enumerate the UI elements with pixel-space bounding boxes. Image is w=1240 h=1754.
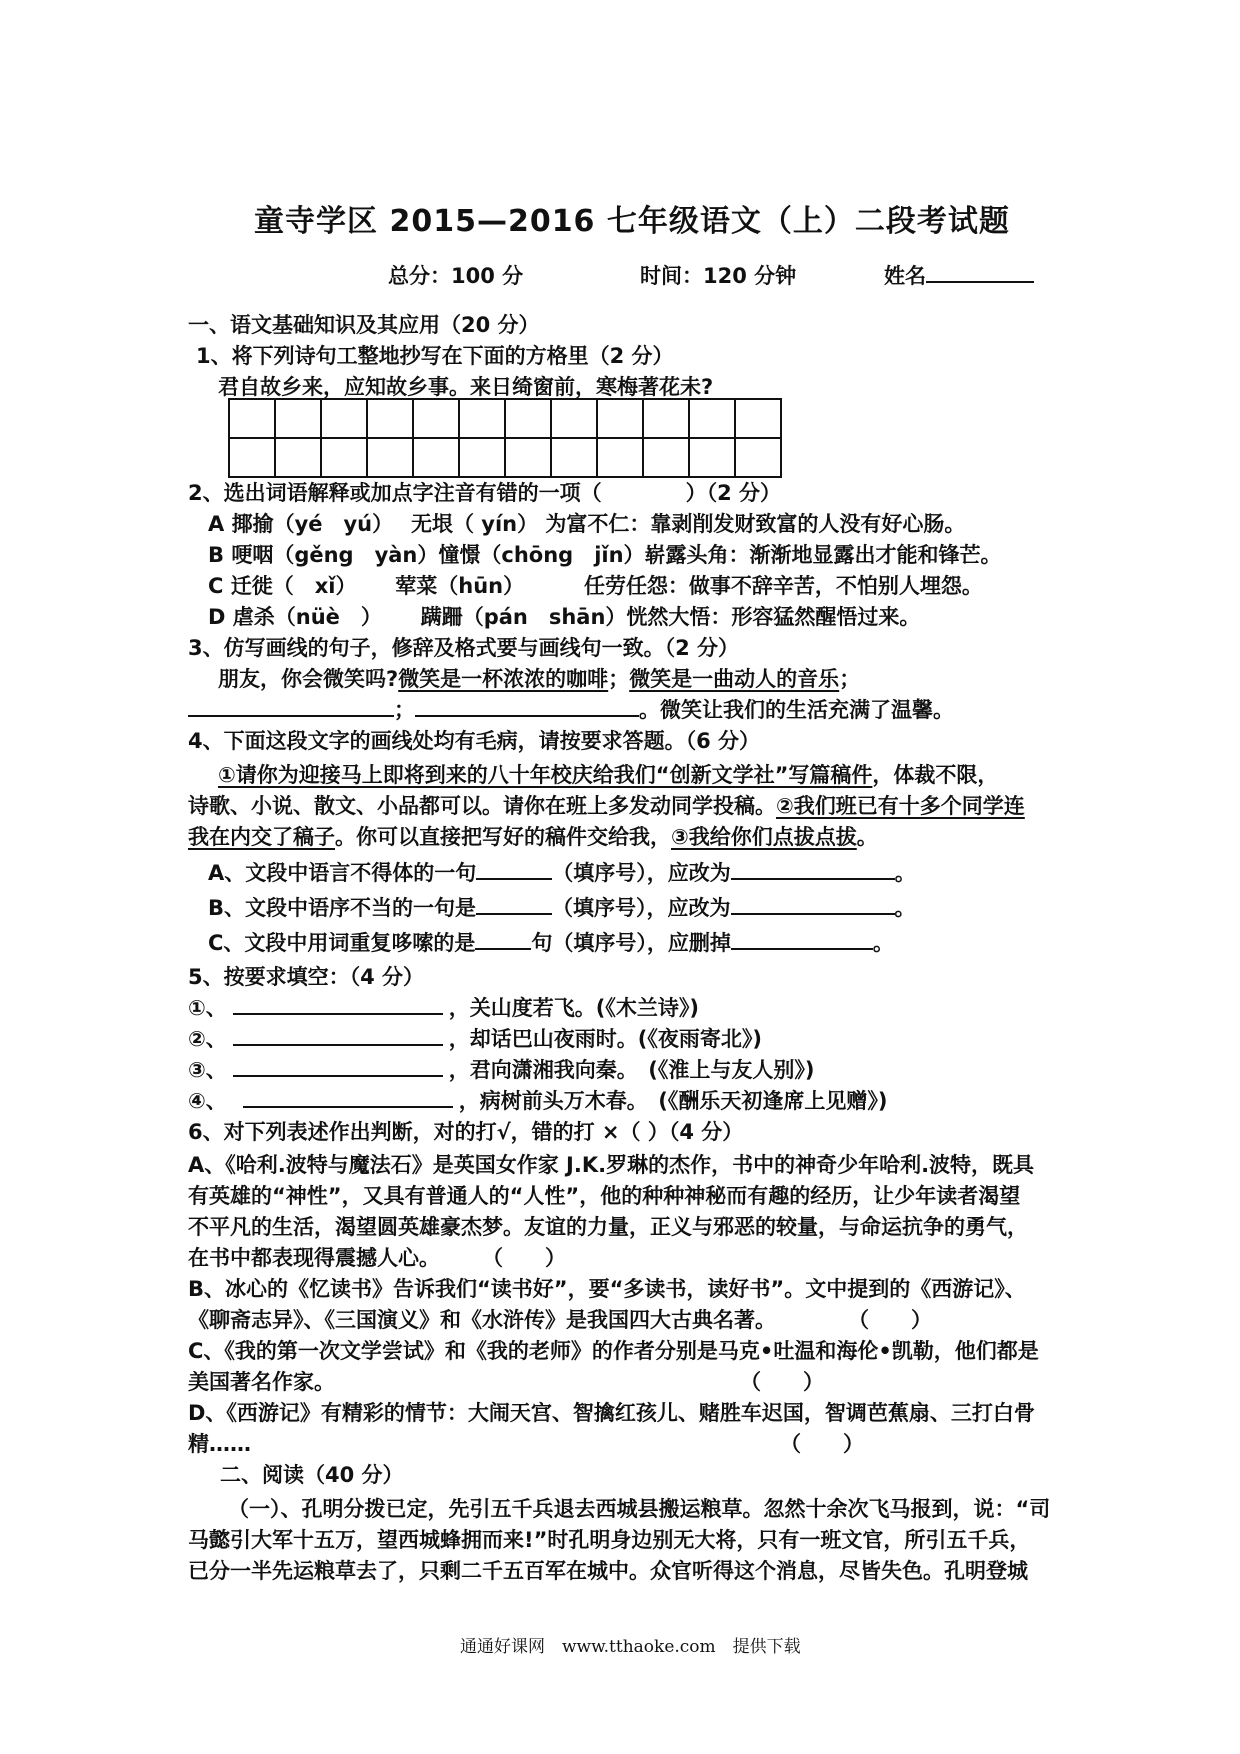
q4-p3-text: 。你可以直接把写好的稿件交给我， [335, 825, 671, 849]
grid-cell[interactable] [505, 438, 551, 477]
page-footer: 通通好课网 www.tthaoke.com 提供下载 [460, 1637, 801, 1657]
grid-cell[interactable] [229, 399, 275, 438]
q3-underline-1: 微笑是一杯浓浓的咖啡 [398, 667, 609, 691]
grid-cell[interactable] [643, 438, 689, 477]
q5-text-1: ，关山度若飞。(《木兰诗》) [448, 996, 699, 1020]
page-title: 童寺学区 2015—2016 七年级语文（上）二段考试题 [254, 204, 1010, 239]
grid-cell[interactable] [413, 399, 459, 438]
q4-item-a [208, 858, 916, 888]
grid-cell[interactable] [689, 438, 735, 477]
q5-blank-2[interactable] [233, 1024, 443, 1046]
q6-d-line-2: 精…… [188, 1432, 251, 1456]
grid-cell[interactable] [735, 438, 781, 477]
q4-b-end: 。 [894, 896, 916, 920]
q4-a-end: 。 [894, 861, 916, 885]
q4-paragraph-line-2 [188, 791, 1025, 821]
grid-cell[interactable] [597, 438, 643, 477]
q4-paragraph-line-3 [188, 822, 878, 852]
q4-b-blank-2[interactable] [731, 893, 895, 915]
q6-a-answer[interactable]: （ ） [482, 1246, 566, 1270]
q4-sentence-1: ①请你为迎接马上即将到来的八十年校庆给我们“创新文学社”写篇稿件 [218, 763, 873, 787]
q2-heading: 2、选出词语解释或加点字注音有错的一项（ ）（2 分） [188, 481, 782, 505]
q4-c-mid: 句（填序号），应删掉 [531, 931, 731, 955]
grid-cell[interactable] [459, 399, 505, 438]
q4-heading: 4、下面这段文字的画线处均有毛病，请按要求答题。（6 分） [188, 729, 761, 753]
q4-sentence-2-cont: 我在内交了稿子 [188, 825, 335, 849]
q3-sentence [218, 664, 860, 694]
q4-a-blank-2[interactable] [731, 858, 895, 880]
q5-num-4: ④、 [188, 1089, 227, 1113]
q5-text-2: ，却话巴山夜雨时。(《夜雨寄北》) [448, 1027, 762, 1051]
q3-underline-2: 微笑是一曲动人的音乐 [629, 667, 840, 691]
q6-a-line-1: A、《哈利.波特与魔法石》是英国女作家 J.K.罗琳的杰作，书中的神奇少年哈利.波特，既具 [188, 1153, 1035, 1177]
grid-cell[interactable] [735, 399, 781, 438]
q6-b-line-2: 《聊斋志异》、《三国演义》和《水浒传》是我国四大古典名著。 [188, 1308, 776, 1332]
q5-item-1 [188, 993, 699, 1023]
grid-cell[interactable] [321, 399, 367, 438]
q5-text-3: ，君向潇湘我向秦。 (《淮上与友人别》) [448, 1058, 815, 1082]
name-label: 姓名 [884, 264, 926, 288]
section-1-heading: 一、语文基础知识及其应用（20 分） [188, 313, 540, 337]
q3-sep: ； [608, 667, 630, 691]
q6-heading: 6、对下列表述作出判断，对的打√，错的打 ×（ ）（4 分） [188, 1120, 744, 1144]
q5-blank-4[interactable] [243, 1086, 453, 1108]
q6-a-line-4: 在书中都表现得震撼人心。 [188, 1246, 440, 1270]
grid-cell[interactable] [551, 438, 597, 477]
exam-time: 时间：120 分钟 [640, 264, 797, 288]
q6-b-line-1: B、冰心的《忆读书》告诉我们“读书好”，要“多读书，读好书”。文中提到的《西游记》、 [188, 1277, 1026, 1301]
grid-cell[interactable] [367, 399, 413, 438]
q4-p2-text: 诗歌、小说、散文、小品都可以。请你在班上多发动同学投稿。 [188, 794, 776, 818]
q3-answer-line [188, 695, 954, 725]
q5-text-4: ，病树前头万木春。 (《酬乐天初逢席上见赠》) [458, 1089, 888, 1113]
q4-c-prompt: C、文段中用词重复哆嗦的是 [208, 931, 476, 955]
q4-a-prompt: A、文段中语言不得体的一句 [208, 861, 477, 885]
q4-c-blank-1[interactable] [475, 928, 531, 950]
grid-cell[interactable] [597, 399, 643, 438]
q2-option-a: A 揶揄（yé yú） 无垠（ yín） 为富不仁：靠剥削发财致富的人没有好心肠。 [208, 512, 966, 536]
q2-option-c: C 迁徙（ xǐ） 荤菜（hūn） 任劳任怨：做事不辞辛苦，不怕别人埋怨。 [208, 574, 983, 598]
reading-line-2: 马懿引大军十五万，望西城蜂拥而来!”时孔明身边别无大将，只有一班文官，所引五千兵， [188, 1528, 1031, 1552]
q2-option-d: D 虐杀（nüè ） 蹒跚（pán shān）恍然大悟：形容猛然醒悟过来。 [208, 605, 921, 629]
total-score: 总分：100 分 [388, 264, 524, 288]
q6-c-line-1: C、《我的第一次文学尝试》和《我的老师》的作者分别是马克•吐温和海伦•凯勒，他们都是 [188, 1339, 1039, 1363]
q1-heading: 1、将下列诗句工整地抄写在下面的方格里（2 分） [196, 344, 674, 368]
grid-cell[interactable] [321, 438, 367, 477]
q5-item-3 [188, 1055, 814, 1085]
q3-semicolon: ； [394, 698, 415, 722]
q3-heading: 3、仿写画线的句子，修辞及格式要与画线句一致。（2 分） [188, 636, 740, 660]
q4-a-mid: （填序号），应改为 [552, 861, 731, 885]
q6-d-answer[interactable]: （ ） [780, 1432, 864, 1456]
reading-line-3: 已分一半先运粮草去了，只剩二千五百军在城中。众官听得这个消息，尽皆失色。孔明登城 [188, 1559, 1028, 1583]
q4-b-prompt: B、文段中语序不当的一句是 [208, 896, 477, 920]
grid-cell[interactable] [275, 399, 321, 438]
q4-c-blank-2[interactable] [731, 928, 873, 950]
q6-d-line-1: D、《西游记》有精彩的情节：大闹天宫、智擒红孩儿、赌胜车迟国，智调芭蕉扇、三打白骨 [188, 1401, 1035, 1425]
grid-cell[interactable] [643, 399, 689, 438]
q5-item-2 [188, 1024, 762, 1054]
grid-cell[interactable] [367, 438, 413, 477]
q4-item-b [208, 893, 916, 923]
name-field[interactable] [884, 261, 1034, 291]
q4-p1-rest: ，体裁不限， [872, 763, 999, 787]
q6-b-answer[interactable]: （ ） [848, 1308, 932, 1332]
grid-row-2 [229, 438, 781, 477]
grid-cell[interactable] [459, 438, 505, 477]
q4-item-c [208, 928, 894, 958]
q5-num-1: ①、 [188, 996, 227, 1020]
q3-blank-2[interactable] [415, 695, 639, 717]
q4-b-mid: （填序号），应改为 [552, 896, 731, 920]
q3-end: ； [839, 667, 861, 691]
name-blank[interactable] [926, 261, 1034, 283]
q5-blank-3[interactable] [233, 1055, 443, 1077]
grid-cell[interactable] [505, 399, 551, 438]
q4-sentence-3: ③我给你们点拔点拔 [671, 825, 857, 849]
q6-c-line-2: 美国著名作家。 [188, 1370, 335, 1394]
q5-heading: 5、按要求填空：（4 分） [188, 965, 425, 989]
q3-blank-1[interactable] [188, 695, 394, 717]
q6-a-line-3: 不平凡的生活，渴望圆英雄豪杰梦。友谊的力量，正义与邪恶的较量，与命运抗争的勇气， [188, 1215, 1028, 1239]
q4-c-end: 。 [872, 931, 894, 955]
q1-poem: 君自故乡来，应知故乡事。来日绮窗前，寒梅著花未? [218, 375, 714, 399]
grid-cell[interactable] [689, 399, 735, 438]
q3-lead: 朋友，你会微笑吗? [218, 667, 399, 691]
q5-num-2: ②、 [188, 1027, 227, 1051]
q4-paragraph-line-1 [218, 760, 998, 790]
q5-num-3: ③、 [188, 1058, 227, 1082]
q4-p3-end: 。 [856, 825, 878, 849]
q3-tail: 。微笑让我们的生活充满了温馨。 [639, 698, 954, 722]
q4-sentence-2: ②我们班已有十多个同学连 [776, 794, 1025, 818]
grid-cell[interactable] [229, 438, 275, 477]
grid-cell[interactable] [275, 438, 321, 477]
q6-c-answer[interactable]: （ ） [740, 1370, 824, 1394]
q2-option-b: B 哽咽（gěng yàn）憧憬（chōng jǐn）崭露头角：渐渐地显露出才能和锋芒。 [208, 543, 1002, 567]
q4-b-blank-1[interactable] [476, 893, 552, 915]
grid-row-1 [229, 399, 781, 438]
q5-blank-1[interactable] [233, 993, 443, 1015]
reading-line-1: （一）、孔明分拨已定，先引五千兵退去西城县搬运粮草。忽然十余次飞马报到，说：“司 [228, 1497, 1051, 1521]
grid-cell[interactable] [413, 438, 459, 477]
section-2-heading: 二、阅读（40 分） [220, 1463, 404, 1487]
grid-cell[interactable] [551, 399, 597, 438]
q6-a-line-2: 有英雄的“神性”，又具有普通人的“人性”，他的种种神秘而有趣的经历，让少年读者渴望 [188, 1184, 1021, 1208]
q5-item-4 [188, 1086, 887, 1116]
q4-a-blank-1[interactable] [476, 858, 552, 880]
writing-grid[interactable] [228, 398, 782, 478]
